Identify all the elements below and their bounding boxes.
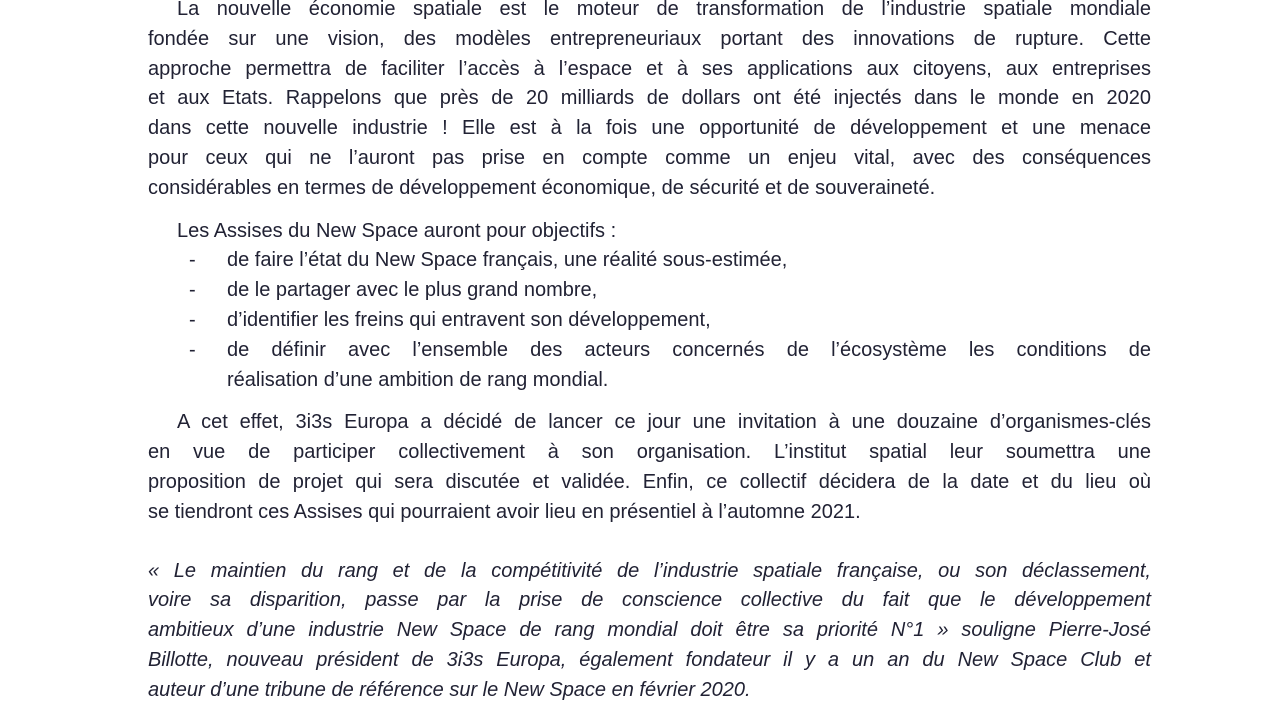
text-line: « Le maintien du rang et de la compétitivité de l’industrie spatiale française, ou son déclassement, [148, 559, 1151, 582]
text-line: pour ceux qui ne l’auront pas prise en compte comme un enjeu vital, avec des conséquences [148, 146, 1151, 169]
text-line: ambitieux d’une industrie New Space de rang mondial doit être sa priorité N°1 » souligne Pierre-José [148, 619, 1151, 642]
document-page [148, 0, 1151, 706]
text-line: A cet effet, 3i3s Europa a décidé de lancer ce jour une invitation à une douzaine d’organismes-clés [177, 411, 1151, 434]
list-item [148, 306, 1151, 336]
list-marker: - [189, 249, 196, 272]
text-line: voire sa disparition, passe par la prise de conscience collective du fait que le développement [148, 589, 1151, 612]
text-line: Billotte, nouveau président de 3i3s Europa, également fondateur il y a un an du New Space Club et [148, 648, 1151, 671]
paragraph-objectives-heading [148, 217, 1151, 247]
text-line: de définir avec l’ensemble des acteurs concernés de l’écosystème les conditions de [227, 338, 1151, 361]
text-line: de faire l’état du New Space français, une réalité sous-estimée, [227, 249, 788, 272]
paragraph-quote [148, 557, 1151, 706]
text-line: fondée sur une vision, des modèles entrepreneuriaux portant des innovations de rupture. Cette [148, 27, 1151, 50]
text-line: de le partager avec le plus grand nombre, [227, 279, 598, 302]
list-item [148, 276, 1151, 306]
paragraph-action [148, 408, 1151, 527]
text-line: La nouvelle économie spatiale est le moteur de transformation de l’industrie spatiale mondiale [177, 0, 1151, 20]
list-objectives-list [148, 246, 1151, 395]
text-line: auteur d’une tribune de référence sur le New Space en février 2020. [148, 678, 751, 701]
text-line: se tiendront ces Assises qui pourraient avoir lieu en présentiel à l’automne 2021. [148, 500, 861, 523]
paragraph-intro [148, 0, 1151, 204]
text-line: d’identifier les freins qui entravent son développement, [227, 308, 711, 331]
text-line: et aux Etats. Rappelons que près de 20 milliards de dollars ont été injectés dans le monde en 2020 [148, 87, 1151, 110]
list-marker: - [189, 308, 196, 331]
text-line: considérables en termes de développement économique, de sécurité et de souveraineté. [148, 176, 936, 199]
text-line: réalisation d’une ambition de rang mondial. [227, 368, 609, 391]
text-line: dans cette nouvelle industrie ! Elle est à la fois une opportunité de développement et une menace [148, 117, 1151, 140]
text-line: approche permettra de faciliter l’accès à l’espace et à ses applications aux citoyens, aux entreprises [148, 57, 1151, 80]
text-line: proposition de projet qui sera discutée et validée. Enfin, ce collectif décidera de la date et du lieu où [148, 470, 1151, 493]
text-line: Les Assises du New Space auront pour objectifs : [177, 219, 617, 242]
list-marker: - [189, 338, 196, 361]
list-item [148, 246, 1151, 276]
list-item [148, 336, 1151, 396]
text-line: en vue de participer collectivement à son organisation. L’institut spatial leur soumettra une [148, 441, 1151, 464]
list-marker: - [189, 279, 196, 302]
